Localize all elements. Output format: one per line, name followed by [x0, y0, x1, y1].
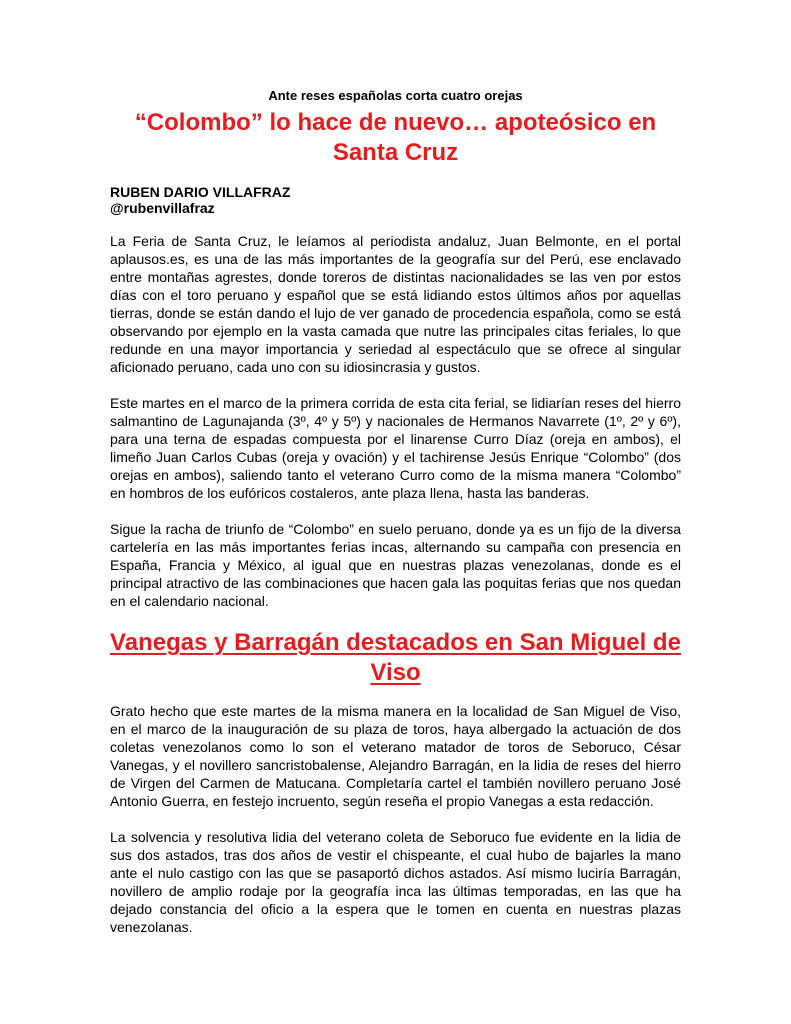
byline-author: RUBEN DARIO VILLAFRAZ	[110, 184, 291, 200]
article-paragraph-5: La solvencia y resolutiva lidia del veterano coleta de Seboruco fue evidente en la lidia de sus dos astados, tras dos años de vestir el chispeante, el cual hubo de bajarles la mano ante el nulo castigo con las que se pasaportó dichos astados. Así mismo luciría Barragán, novillero de amplio rodaje por la geografía inca las últimas temporadas, en las que ha dejado constancia del oficio a la espera que le tomen en cuenta en nuestras plazas venezolanas.	[110, 829, 681, 935]
byline-handle: @rubenvillafraz	[110, 200, 215, 216]
article-paragraph-2: Este martes en el marco de la primera corrida de esta cita ferial, se lidiarían reses del hierro salmantino de Lagunajanda (3º, 4º y 5º) y nacionales de Hermanos Navarrete (1º, 2º y 6º), para una terna de espadas compuesta por el linarense Curro Díaz (oreja en ambos), el limeño Juan Carlos Cubas (oreja y ovación) y el tachirense Jesús Enrique “Colombo” (dos orejas en ambos), saliendo tanto el veterano Curro como de la misma manera “Colombo” en hombros de los eufóricos costaleros, ante plaza llena, hasta las banderas.	[110, 395, 681, 501]
article-byline	[110, 184, 681, 216]
article-paragraph-4: Grato hecho que este martes de la misma manera en la localidad de San Miguel de Viso, en el marco de la inauguración de su plaza de toros, haya albergado la actuación de dos coletas venezolanos como lo son el veterano matador de toros de Seboruco, César Vanegas, y el novillero sancristobalense, Alejandro Barragán, en la lidia de reses del hierro de Virgen del Carmen de Matucana. Completaría cartel el también novillero peruano José Antonio Guerra, en festejo incruento, según reseña el propio Vanegas a esta redacción.	[110, 703, 681, 809]
article-subheading: Vanegas y Barragán destacados en San Miguel de Viso	[110, 629, 681, 686]
article-kicker: Ante reses españolas corta cuatro orejas	[268, 88, 523, 103]
article-body	[110, 232, 681, 936]
article-paragraph-3: Sigue la racha de triunfo de “Colombo” en suelo peruano, donde ya es un fijo de la diversa cartelería en las más importantes ferias incas, alternando su campaña con presencia en España, Francia y México, al igual que en nuestras plazas venezolanas, donde es el principal atractivo de las combinaciones que hacen gala las poquitas ferias que nos quedan en el calendario nacional.	[110, 521, 681, 609]
article-paragraph-1: La Feria de Santa Cruz, le leíamos al periodista andaluz, Juan Belmonte, en el portal aplausos.es, es una de las más importantes de la geografía sur del Perú, ese enclavado entre montañas agrestes, donde toreros de distintas nacionalidades se las ven por estos días con el toro peruano y español que se está lidiando estos últimos años por aquellas tierras, donde se están dando el lujo de ver ganado de procedencia española, como se está observando por ejemplo en la vasta camada que nutre las principales citas feriales, lo que redunde en una mayor importancia y seriedad al espectáculo que se ofrece al singular aficionado peruano, cada uno con su idiosincrasia y gustos.	[110, 233, 681, 375]
article-title: “Colombo” lo hace de nuevo… apoteósico en Santa Cruz	[134, 109, 657, 166]
